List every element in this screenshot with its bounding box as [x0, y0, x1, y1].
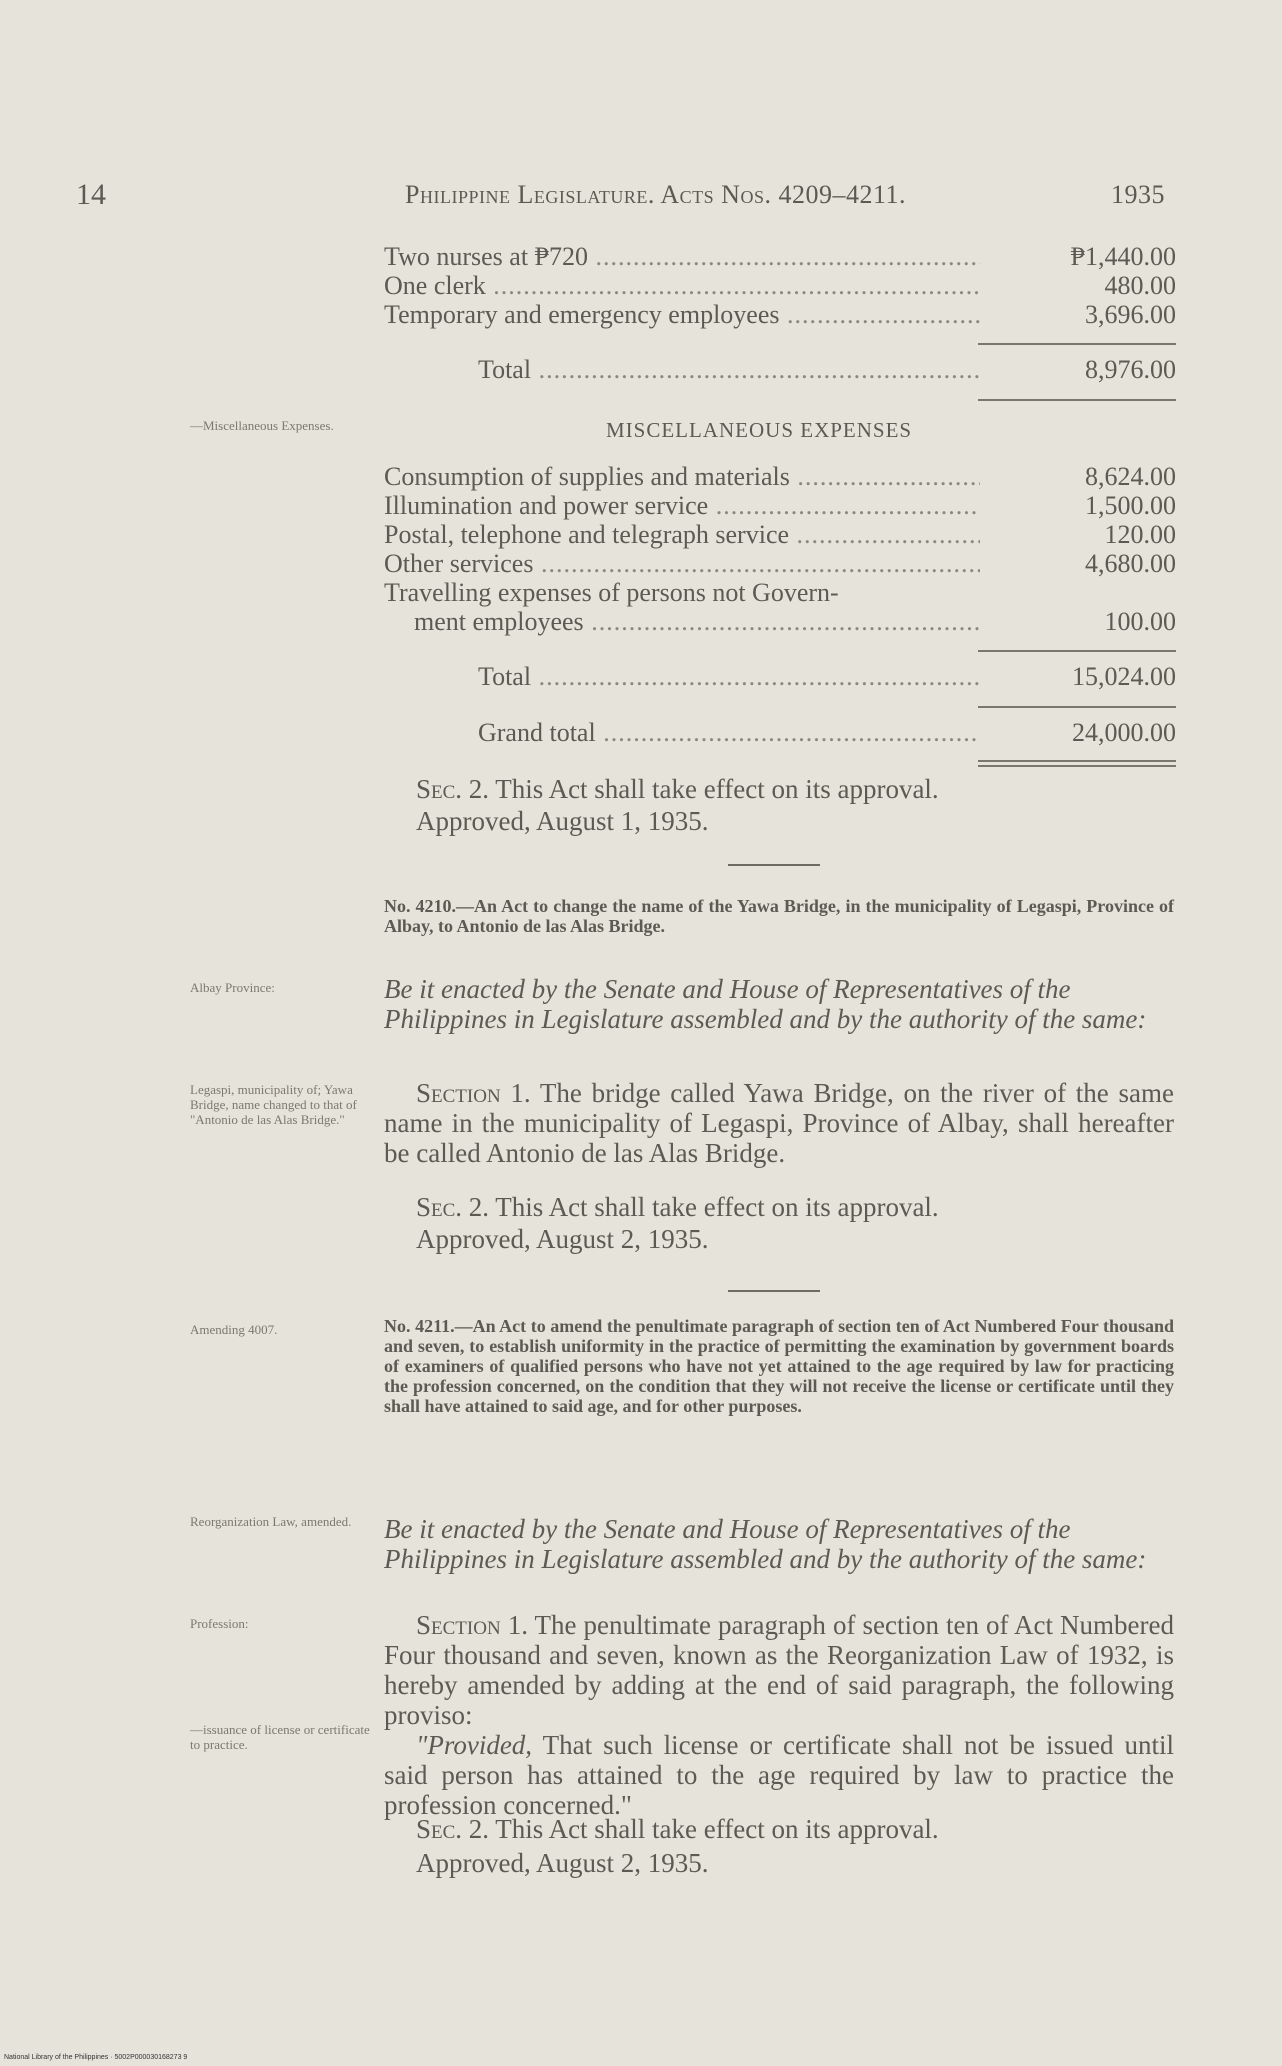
row-amount: 1,500.00	[1085, 491, 1176, 520]
total-rule	[978, 706, 1176, 708]
grand-total-amount: 24,000.00	[1072, 718, 1176, 747]
total-label: Total .....	[478, 355, 980, 384]
section-text: 2. This Act shall take effect on its approval.	[468, 774, 939, 804]
total-row	[384, 355, 1176, 384]
section-abbr: Sec.	[416, 1814, 463, 1844]
total-amount: 15,024.00	[1072, 662, 1176, 691]
approved-4209: Approved, August 1, 1935.	[416, 806, 709, 836]
table-row	[384, 271, 1176, 300]
section-abbr: Section	[416, 1610, 501, 1640]
row-label: Travelling expenses of persons not Govern-	[384, 578, 839, 607]
section-abbr: Sec.	[416, 774, 463, 804]
table-row	[384, 520, 1176, 549]
section-text: 2. This Act shall take effect on its approval.	[468, 1814, 939, 1844]
proviso-keyword: "Provided,	[416, 1730, 533, 1760]
row-label: ment employees .....	[414, 607, 980, 636]
act-4211-section-2	[416, 1814, 1176, 1844]
section-text: 1. The penultimate paragraph of section ten of Act Numbered Four thousand and seven, known as the Reorganization Law of 1932, is hereby amended by adding at the end of said paragraph, the following proviso:	[384, 1610, 1175, 1730]
act-4211-section-1	[384, 1610, 1174, 1730]
margin-note-legaspi: Legaspi, municipality of; Yawa Bridge, name changed to that of "Antonio de las Alas Bridge."	[190, 1082, 357, 1127]
row-amount: 120.00	[1104, 520, 1176, 549]
section-abbr: Sec.	[416, 1192, 463, 1222]
grand-total-label: Grand total .....	[478, 718, 980, 747]
row-label: Consumption of supplies and materials .....	[384, 462, 980, 491]
row-amount: ₱1,440.00	[1070, 242, 1176, 271]
section-abbr: Section	[416, 1078, 501, 1108]
row-amount: 4,680.00	[1085, 549, 1176, 578]
table-row	[384, 300, 1176, 329]
section-title: MISCELLANEOUS EXPENSES	[606, 418, 913, 442]
row-label: Two nurses at ₱720 .....	[384, 242, 980, 271]
double-rule	[978, 760, 1176, 762]
misc-table	[384, 462, 1176, 636]
row-label: One clerk .....	[384, 271, 980, 300]
margin-note-issuance: —issuance of license or certificate to practice.	[190, 1722, 370, 1752]
act-4211-proviso	[384, 1730, 1174, 1820]
act-4210-heading: No. 4210.—An Act to change the name of the Yawa Bridge, in the municipality of Legaspi, Province of Albay, to Antonio de las Alas Bridge.	[384, 896, 1174, 936]
double-rule	[978, 765, 1176, 767]
table-row	[384, 607, 1176, 636]
proviso-text: That such license or certificate shall not be issued until said person has attained to the age required by law to practice the profession concerned."	[384, 1730, 1174, 1820]
section-text: 2. This Act shall take effect on its approval.	[468, 1192, 939, 1222]
grand-total-row	[384, 718, 1176, 747]
page-number: 14	[76, 178, 106, 211]
grand-total	[384, 718, 1176, 747]
row-amount: 3,696.00	[1085, 300, 1176, 329]
section-text: 1. The bridge called Yawa Bridge, on the river of the same name in the municipality of Legaspi, Province of Albay, shall hereafter be called Antonio de las Alas Bridge.	[384, 1078, 1174, 1168]
running-head-title: Philippine Legislature. Acts Nos. 4209–4211.	[405, 180, 907, 209]
margin-note-province: Albay Province:	[190, 980, 275, 995]
total-rule	[978, 399, 1176, 401]
row-amount: 480.00	[1104, 271, 1176, 300]
margin-note-amending: Amending 4007.	[190, 1322, 278, 1337]
row-label: Temporary and emergency employees .....	[384, 300, 980, 329]
total-label: Total .....	[478, 662, 980, 691]
row-amount: 100.00	[1104, 607, 1176, 636]
table-row	[384, 242, 1176, 271]
personnel-total	[384, 355, 1176, 384]
margin-note-reorganization: Reorganization Law, amended.	[190, 1514, 352, 1529]
table-row	[384, 462, 1176, 491]
running-head	[405, 180, 1165, 210]
total-amount: 8,976.00	[1085, 355, 1176, 384]
margin-note-profession: Profession:	[190, 1616, 249, 1631]
section-2-4209	[416, 774, 1176, 804]
personnel-table	[384, 242, 1176, 329]
row-label: Illumination and power service .....	[384, 491, 980, 520]
running-head-year: 1935	[1111, 180, 1165, 209]
total-rule	[978, 650, 1176, 652]
act-separator	[728, 864, 820, 866]
total-rule	[978, 343, 1176, 345]
row-label: Postal, telephone and telegraph service .....	[384, 520, 980, 549]
act-separator	[728, 1290, 820, 1292]
total-row	[384, 662, 1176, 691]
row-amount: 8,624.00	[1085, 462, 1176, 491]
scan-credit: National Library of the Philippines · 5002P000030168273 9	[4, 2054, 188, 2061]
act-4210-section-1	[384, 1078, 1174, 1168]
margin-note-misc: —Miscellaneous Expenses.	[190, 418, 334, 433]
row-label: Other services .....	[384, 549, 980, 578]
approved-4210: Approved, August 2, 1935.	[416, 1224, 709, 1254]
table-row	[384, 578, 1176, 607]
misc-total	[384, 662, 1176, 691]
act-4211-heading: No. 4211.—An Act to amend the penultimate paragraph of section ten of Act Numbered Four thousand and seven, to establish uniformity in the practice of permitting the examination by government boards of examiners of qualified persons who have not yet attained to the age required by law for practicing the profession concerned, on the condition that they will not receive the license or certificate until they shall have attained to said age, and for other purposes.	[384, 1316, 1174, 1416]
approved-4211: Approved, August 2, 1935.	[416, 1848, 709, 1878]
act-4211-enacting-clause: Be it enacted by the Senate and House of Representatives of the Philippines in Legislature assembled and by the authority of the same:	[384, 1514, 1147, 1574]
table-row	[384, 549, 1176, 578]
act-4210-section-2	[416, 1192, 1176, 1222]
table-row	[384, 491, 1176, 520]
act-4210-enacting-clause: Be it enacted by the Senate and House of Representatives of the Philippines in Legislature assembled and by the authority of the same:	[384, 974, 1147, 1034]
